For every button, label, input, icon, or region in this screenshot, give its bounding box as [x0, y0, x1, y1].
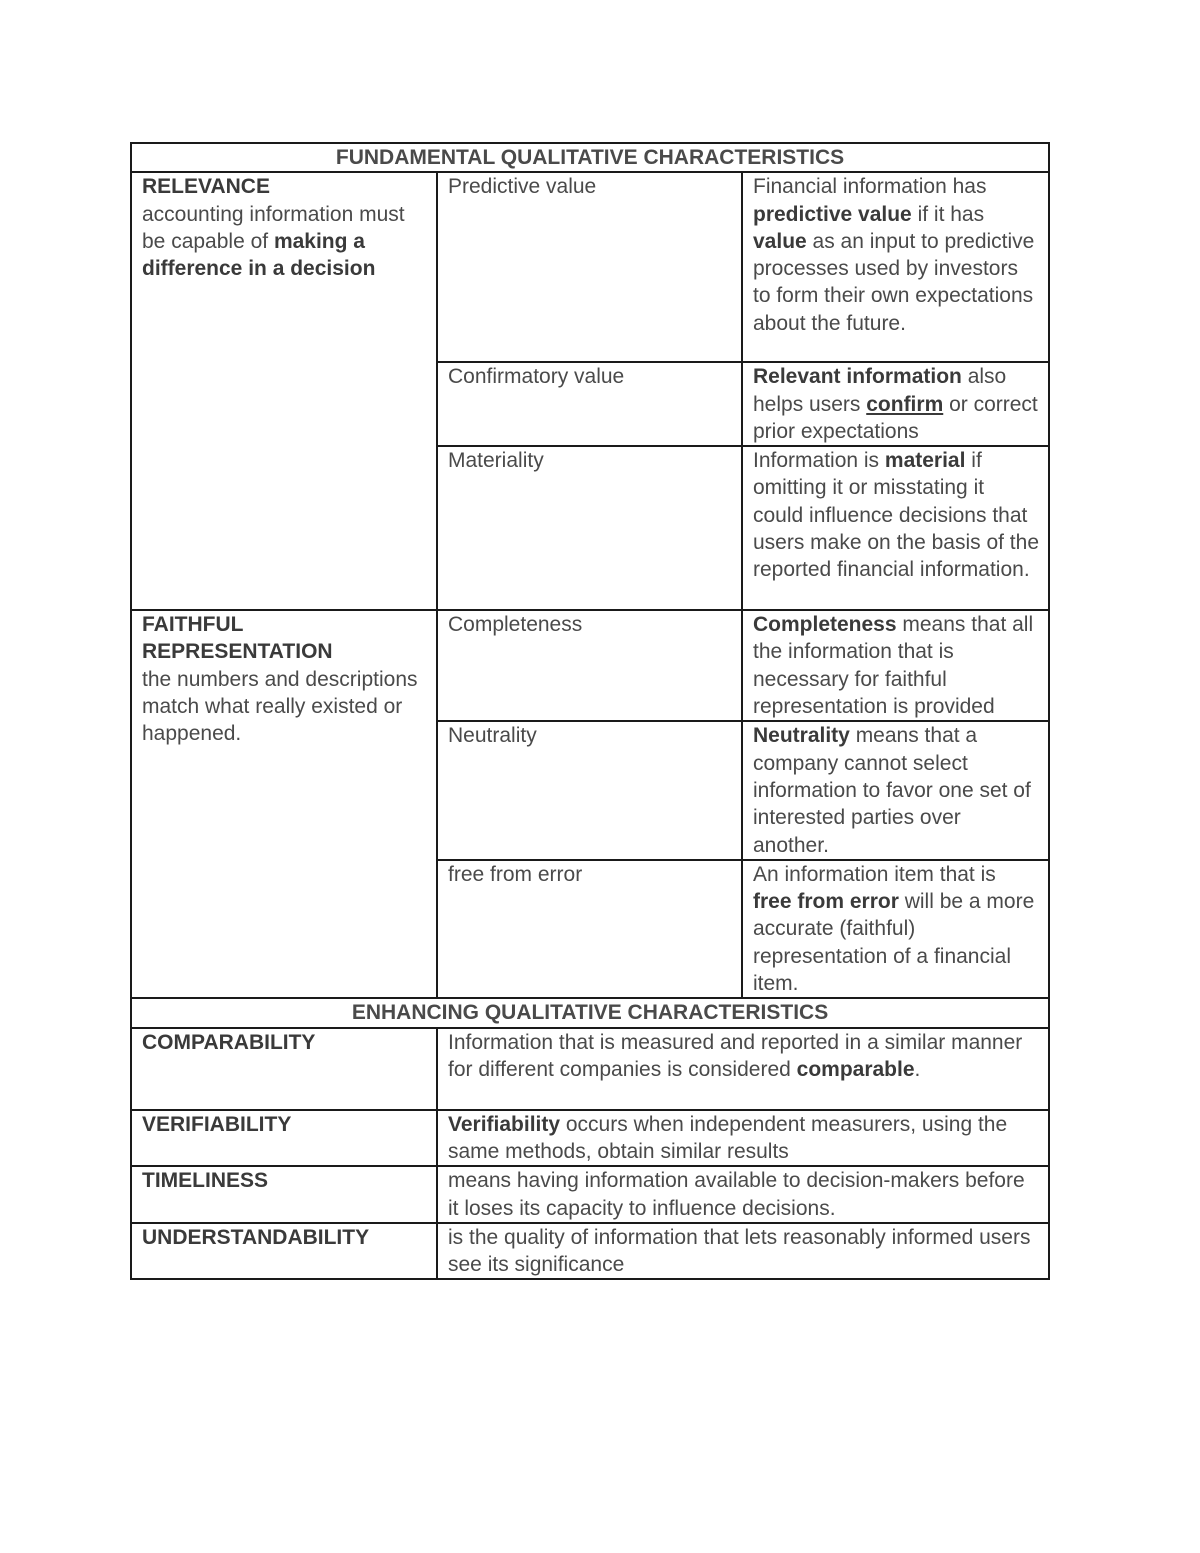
completeness-label: Completeness — [437, 610, 742, 721]
relevance-cell — [131, 172, 437, 610]
relevance-title: RELEVANCE — [142, 175, 270, 199]
comparability-title: COMPARABILITY — [131, 1028, 437, 1110]
comparability-row — [131, 1028, 1049, 1110]
relevance-desc: accounting information must be capable of making a difference in a decision — [142, 202, 405, 281]
understandability-desc: is the quality of information that lets reasonably informed users see its significance — [437, 1223, 1049, 1280]
faithful-representation-title: FAITHFUL REPRESENTATION — [142, 613, 333, 664]
relevance-row-predictive — [131, 172, 1049, 362]
predictive-value-label: Predictive value — [437, 172, 742, 362]
free-from-error-label: free from error — [437, 860, 742, 998]
fundamental-header-row — [131, 143, 1049, 172]
confirmatory-value-label: Confirmatory value — [437, 362, 742, 446]
understandability-row — [131, 1223, 1049, 1280]
neutrality-desc: Neutrality means that a company cannot select information to favor one set of interested parties over another. — [742, 721, 1049, 859]
comparability-desc: Information that is measured and reported in a similar manner for different companies is considered comparable. — [437, 1028, 1049, 1110]
enhancing-header: ENHANCING QUALITATIVE CHARACTERISTICS — [131, 998, 1049, 1027]
free-from-error-desc: An information item that is free from error will be a more accurate (faithful) representation of a financial item. — [742, 860, 1049, 998]
predictive-value-desc: Financial information has predictive value if it has value as an input to predictive processes used by investors to form their own expectations about the future. — [742, 172, 1049, 362]
verifiability-desc: Verifiability occurs when independent measurers, using the same methods, obtain similar results — [437, 1110, 1049, 1167]
timeliness-title: TIMELINESS — [131, 1166, 437, 1223]
understandability-title: UNDERSTANDABILITY — [131, 1223, 437, 1280]
completeness-desc: Completeness means that all the information that is necessary for faithful representation is provided — [742, 610, 1049, 721]
materiality-desc: Information is material if omitting it or misstating it could influence decisions that users make on the basis of the reported financial information. — [742, 446, 1049, 610]
enhancing-header-row — [131, 998, 1049, 1027]
timeliness-row — [131, 1166, 1049, 1223]
faithful-row-completeness — [131, 610, 1049, 721]
verifiability-title: VERIFIABILITY — [131, 1110, 437, 1167]
fundamental-header: FUNDAMENTAL QUALITATIVE CHARACTERISTICS — [131, 143, 1049, 172]
confirmatory-value-desc: Relevant information also helps users confirm or correct prior expectations — [742, 362, 1049, 446]
timeliness-desc: means having information available to decision-makers before it loses its capacity to influence decisions. — [437, 1166, 1049, 1223]
faithful-representation-cell — [131, 610, 437, 998]
neutrality-label: Neutrality — [437, 721, 742, 859]
characteristics-table — [130, 142, 1050, 1280]
materiality-label: Materiality — [437, 446, 742, 610]
verifiability-row — [131, 1110, 1049, 1167]
faithful-representation-desc: the numbers and descriptions match what really existed or happened. — [142, 667, 418, 746]
